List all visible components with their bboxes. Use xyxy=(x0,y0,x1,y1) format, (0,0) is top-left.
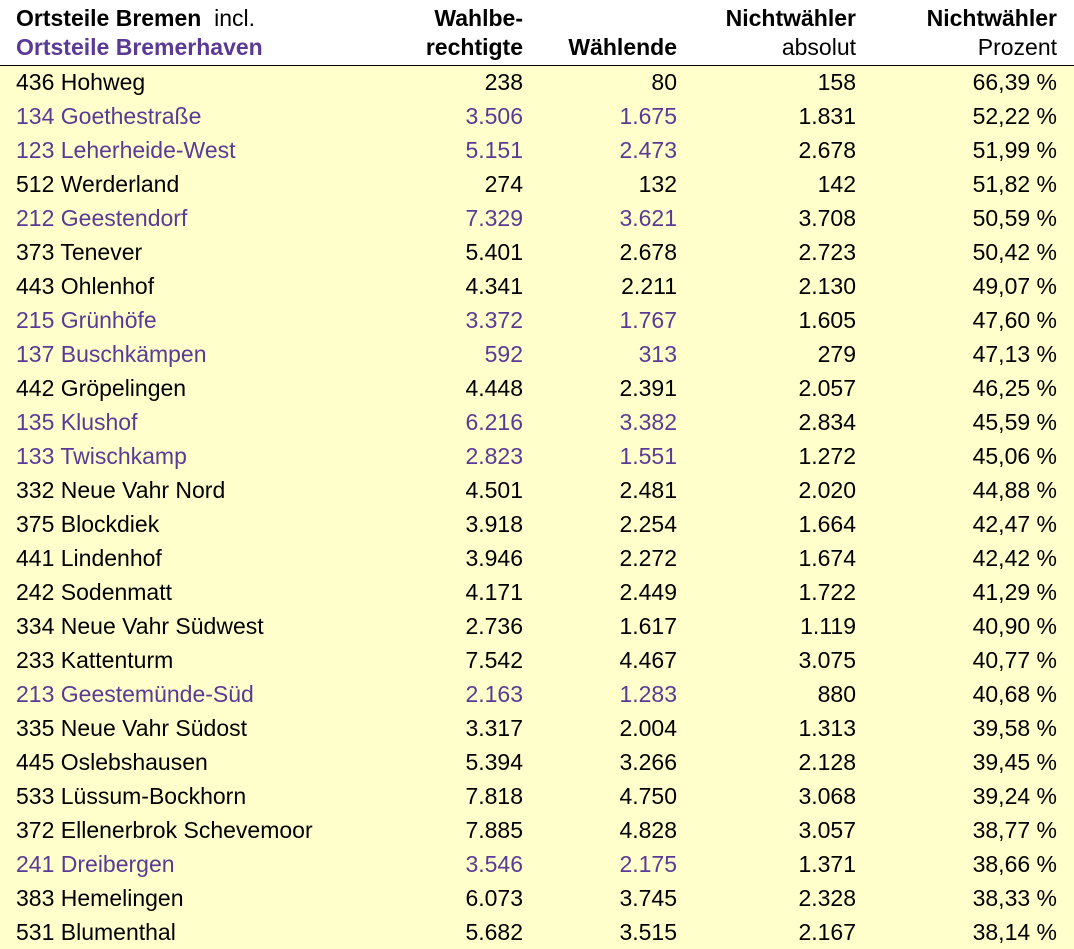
cell-ortsteil: 443 Ohlenhof xyxy=(16,273,155,299)
cell-waehlende: 1.675 xyxy=(619,103,677,129)
cell-nichtwaehler-absolut: 1.313 xyxy=(798,715,856,741)
cell-wahlberechtigte: 238 xyxy=(484,69,523,95)
cell-wahlberechtigte: 7.818 xyxy=(465,783,523,809)
cell-nichtwaehler-absolut: 2.723 xyxy=(798,239,856,265)
cell-waehlende: 3.621 xyxy=(619,205,677,231)
cell-waehlende: 1.551 xyxy=(619,443,677,469)
header-wahlberechtigte-line2: rechtigte xyxy=(425,34,523,60)
cell-wahlberechtigte: 3.372 xyxy=(465,307,523,333)
cell-waehlende: 1.617 xyxy=(619,613,677,639)
cell-nichtwaehler-prozent: 50,42 % xyxy=(972,239,1057,265)
table-row xyxy=(0,745,1074,779)
table-row xyxy=(0,167,1074,201)
cell-wahlberechtigte: 5.151 xyxy=(465,137,523,163)
cell-nichtwaehler-prozent: 41,29 % xyxy=(972,579,1057,605)
cell-nichtwaehler-prozent: 47,13 % xyxy=(972,341,1057,367)
cell-nichtwaehler-prozent: 42,42 % xyxy=(972,545,1057,571)
cell-ortsteil: 233 Kattenturm xyxy=(16,647,174,673)
cell-nichtwaehler-prozent: 38,77 % xyxy=(972,817,1057,843)
cell-ortsteil: 137 Buschkämpen xyxy=(16,341,207,367)
cell-wahlberechtigte: 3.918 xyxy=(465,511,523,537)
cell-ortsteil: 242 Sodenmatt xyxy=(16,579,173,605)
table-row xyxy=(0,337,1074,371)
header-nichtwaehler-absolut-line2: absolut xyxy=(781,34,856,60)
cell-nichtwaehler-prozent: 38,66 % xyxy=(972,851,1057,877)
table-row xyxy=(0,473,1074,507)
cell-wahlberechtigte: 3.506 xyxy=(465,103,523,129)
cell-waehlende: 3.382 xyxy=(619,409,677,435)
cell-nichtwaehler-absolut: 1.371 xyxy=(798,851,856,877)
cell-nichtwaehler-absolut: 3.068 xyxy=(798,783,856,809)
cell-ortsteil: 445 Oslebshausen xyxy=(16,749,208,775)
cell-ortsteil: 372 Ellenerbrok Schevemoor xyxy=(16,817,313,843)
table-row xyxy=(0,847,1074,881)
cell-wahlberechtigte: 4.448 xyxy=(465,375,523,401)
cell-waehlende: 1.283 xyxy=(619,681,677,707)
cell-nichtwaehler-absolut: 1.722 xyxy=(798,579,856,605)
cell-ortsteil: 441 Lindenhof xyxy=(16,545,162,571)
cell-waehlende: 132 xyxy=(638,171,677,197)
cell-wahlberechtigte: 5.682 xyxy=(465,919,523,945)
cell-nichtwaehler-prozent: 66,39 % xyxy=(972,69,1057,95)
cell-wahlberechtigte: 7.542 xyxy=(465,647,523,673)
header-bremen-label: Ortsteile Bremen xyxy=(16,5,202,31)
cell-nichtwaehler-absolut: 880 xyxy=(817,681,856,707)
table-row xyxy=(0,915,1074,949)
table-row xyxy=(0,269,1074,303)
cell-wahlberechtigte: 3.946 xyxy=(465,545,523,571)
cell-ortsteil: 123 Leherheide-West xyxy=(16,137,236,163)
table-row xyxy=(0,575,1074,609)
cell-wahlberechtigte: 2.823 xyxy=(465,443,523,469)
cell-ortsteil: 134 Goethestraße xyxy=(16,103,202,129)
cell-nichtwaehler-absolut: 2.167 xyxy=(798,919,856,945)
cell-nichtwaehler-absolut: 142 xyxy=(817,171,856,197)
cell-nichtwaehler-prozent: 51,82 % xyxy=(972,171,1057,197)
table-row xyxy=(0,303,1074,337)
cell-nichtwaehler-prozent: 45,06 % xyxy=(972,443,1057,469)
cell-nichtwaehler-prozent: 42,47 % xyxy=(972,511,1057,537)
cell-waehlende: 4.467 xyxy=(619,647,677,673)
cell-ortsteil: 512 Werderland xyxy=(16,171,180,197)
table-row xyxy=(0,133,1074,167)
cell-nichtwaehler-absolut: 2.328 xyxy=(798,885,856,911)
cell-waehlende: 3.515 xyxy=(619,919,677,945)
cell-nichtwaehler-absolut: 3.057 xyxy=(798,817,856,843)
header-ortsteile-bremerhaven: Ortsteile Bremerhaven xyxy=(16,34,263,60)
cell-waehlende: 313 xyxy=(638,341,677,367)
cell-wahlberechtigte: 592 xyxy=(484,341,523,367)
cell-waehlende: 2.254 xyxy=(619,511,677,537)
table-row xyxy=(0,235,1074,269)
cell-waehlende: 1.767 xyxy=(619,307,677,333)
cell-nichtwaehler-prozent: 39,58 % xyxy=(972,715,1057,741)
cell-nichtwaehler-prozent: 39,45 % xyxy=(972,749,1057,775)
table-row xyxy=(0,439,1074,473)
cell-wahlberechtigte: 6.073 xyxy=(465,885,523,911)
cell-nichtwaehler-absolut: 1.605 xyxy=(798,307,856,333)
cell-wahlberechtigte: 5.401 xyxy=(465,239,523,265)
cell-ortsteil: 375 Blockdiek xyxy=(16,511,160,537)
cell-waehlende: 2.211 xyxy=(621,273,677,299)
cell-waehlende: 3.266 xyxy=(619,749,677,775)
cell-nichtwaehler-prozent: 38,14 % xyxy=(972,919,1057,945)
table-row xyxy=(0,405,1074,439)
cell-waehlende: 3.745 xyxy=(619,885,677,911)
cell-waehlende: 2.272 xyxy=(619,545,677,571)
header-ortsteile-bremen xyxy=(16,3,255,33)
cell-nichtwaehler-prozent: 47,60 % xyxy=(972,307,1057,333)
cell-wahlberechtigte: 2.736 xyxy=(465,613,523,639)
cell-nichtwaehler-prozent: 49,07 % xyxy=(972,273,1057,299)
cell-nichtwaehler-absolut: 158 xyxy=(817,69,856,95)
cell-wahlberechtigte: 274 xyxy=(484,171,523,197)
cell-ortsteil: 215 Grünhöfe xyxy=(16,307,157,333)
table-row xyxy=(0,201,1074,235)
cell-ortsteil: 212 Geestendorf xyxy=(16,205,188,231)
cell-wahlberechtigte: 4.501 xyxy=(465,477,523,503)
cell-waehlende: 4.750 xyxy=(619,783,677,809)
cell-ortsteil: 332 Neue Vahr Nord xyxy=(16,477,226,503)
cell-ortsteil: 241 Dreibergen xyxy=(16,851,175,877)
cell-nichtwaehler-absolut: 3.708 xyxy=(798,205,856,231)
cell-nichtwaehler-prozent: 46,25 % xyxy=(972,375,1057,401)
cell-nichtwaehler-prozent: 40,77 % xyxy=(972,647,1057,673)
cell-nichtwaehler-prozent: 50,59 % xyxy=(972,205,1057,231)
cell-ortsteil: 531 Blumenthal xyxy=(16,919,176,945)
header-incl-label: incl. xyxy=(214,5,256,31)
cell-wahlberechtigte: 4.171 xyxy=(465,579,523,605)
table-row xyxy=(0,881,1074,915)
cell-wahlberechtigte: 5.394 xyxy=(465,749,523,775)
cell-nichtwaehler-absolut: 2.020 xyxy=(798,477,856,503)
cell-ortsteil: 335 Neue Vahr Südost xyxy=(16,715,248,741)
cell-ortsteil: 334 Neue Vahr Südwest xyxy=(16,613,264,639)
cell-nichtwaehler-prozent: 39,24 % xyxy=(972,783,1057,809)
cell-nichtwaehler-absolut: 1.664 xyxy=(798,511,856,537)
table-row xyxy=(0,813,1074,847)
cell-nichtwaehler-prozent: 44,88 % xyxy=(972,477,1057,503)
cell-waehlende: 2.391 xyxy=(619,375,677,401)
cell-nichtwaehler-absolut: 2.057 xyxy=(798,375,856,401)
table-row xyxy=(0,371,1074,405)
cell-waehlende: 2.004 xyxy=(619,715,677,741)
table-row xyxy=(0,711,1074,745)
header-wahlberechtigte-line1: Wahlbe- xyxy=(434,5,523,31)
cell-nichtwaehler-absolut: 1.831 xyxy=(798,103,856,129)
cell-ortsteil: 135 Klushof xyxy=(16,409,138,435)
cell-wahlberechtigte: 7.885 xyxy=(465,817,523,843)
table-row xyxy=(0,609,1074,643)
header-nichtwaehler-prozent-line2: Prozent xyxy=(977,34,1057,60)
table-body xyxy=(0,66,1074,949)
cell-nichtwaehler-prozent: 38,33 % xyxy=(972,885,1057,911)
table-row xyxy=(0,99,1074,133)
cell-wahlberechtigte: 3.317 xyxy=(465,715,523,741)
cell-waehlende: 4.828 xyxy=(619,817,677,843)
table-header xyxy=(0,0,1074,66)
table-row xyxy=(0,65,1074,99)
cell-waehlende: 2.449 xyxy=(619,579,677,605)
table-row xyxy=(0,677,1074,711)
cell-nichtwaehler-prozent: 45,59 % xyxy=(972,409,1057,435)
header-waehlende: Wählende xyxy=(568,34,677,60)
table-row xyxy=(0,643,1074,677)
table-row xyxy=(0,541,1074,575)
cell-ortsteil: 442 Gröpelingen xyxy=(16,375,187,401)
cell-nichtwaehler-prozent: 51,99 % xyxy=(972,137,1057,163)
cell-waehlende: 2.678 xyxy=(619,239,677,265)
cell-nichtwaehler-absolut: 1.272 xyxy=(798,443,856,469)
cell-nichtwaehler-prozent: 40,68 % xyxy=(972,681,1057,707)
cell-wahlberechtigte: 4.341 xyxy=(465,273,523,299)
cell-waehlende: 2.473 xyxy=(619,137,677,163)
header-nichtwaehler-prozent-line1: Nichtwähler xyxy=(926,5,1057,31)
cell-ortsteil: 373 Tenever xyxy=(16,239,143,265)
cell-ortsteil: 213 Geestemünde-Süd xyxy=(16,681,254,707)
cell-ortsteil: 533 Lüssum-Bockhorn xyxy=(16,783,247,809)
cell-nichtwaehler-absolut: 2.128 xyxy=(798,749,856,775)
cell-ortsteil: 383 Hemelingen xyxy=(16,885,184,911)
cell-wahlberechtigte: 6.216 xyxy=(465,409,523,435)
cell-nichtwaehler-prozent: 40,90 % xyxy=(972,613,1057,639)
cell-waehlende: 80 xyxy=(651,69,677,95)
cell-nichtwaehler-absolut: 3.075 xyxy=(798,647,856,673)
cell-waehlende: 2.481 xyxy=(619,477,677,503)
cell-waehlende: 2.175 xyxy=(619,851,677,877)
cell-nichtwaehler-absolut: 1.674 xyxy=(798,545,856,571)
cell-nichtwaehler-prozent: 52,22 % xyxy=(972,103,1057,129)
cell-nichtwaehler-absolut: 2.130 xyxy=(798,273,856,299)
cell-nichtwaehler-absolut: 2.678 xyxy=(798,137,856,163)
cell-wahlberechtigte: 2.163 xyxy=(465,681,523,707)
cell-nichtwaehler-absolut: 2.834 xyxy=(798,409,856,435)
cell-ortsteil: 436 Hohweg xyxy=(16,69,146,95)
cell-ortsteil: 133 Twischkamp xyxy=(16,443,187,469)
cell-nichtwaehler-absolut: 279 xyxy=(817,341,856,367)
cell-wahlberechtigte: 3.546 xyxy=(465,851,523,877)
header-nichtwaehler-absolut-line1: Nichtwähler xyxy=(725,5,856,31)
cell-nichtwaehler-absolut: 1.119 xyxy=(800,613,856,639)
cell-wahlberechtigte: 7.329 xyxy=(465,205,523,231)
table-row xyxy=(0,779,1074,813)
table-row xyxy=(0,507,1074,541)
